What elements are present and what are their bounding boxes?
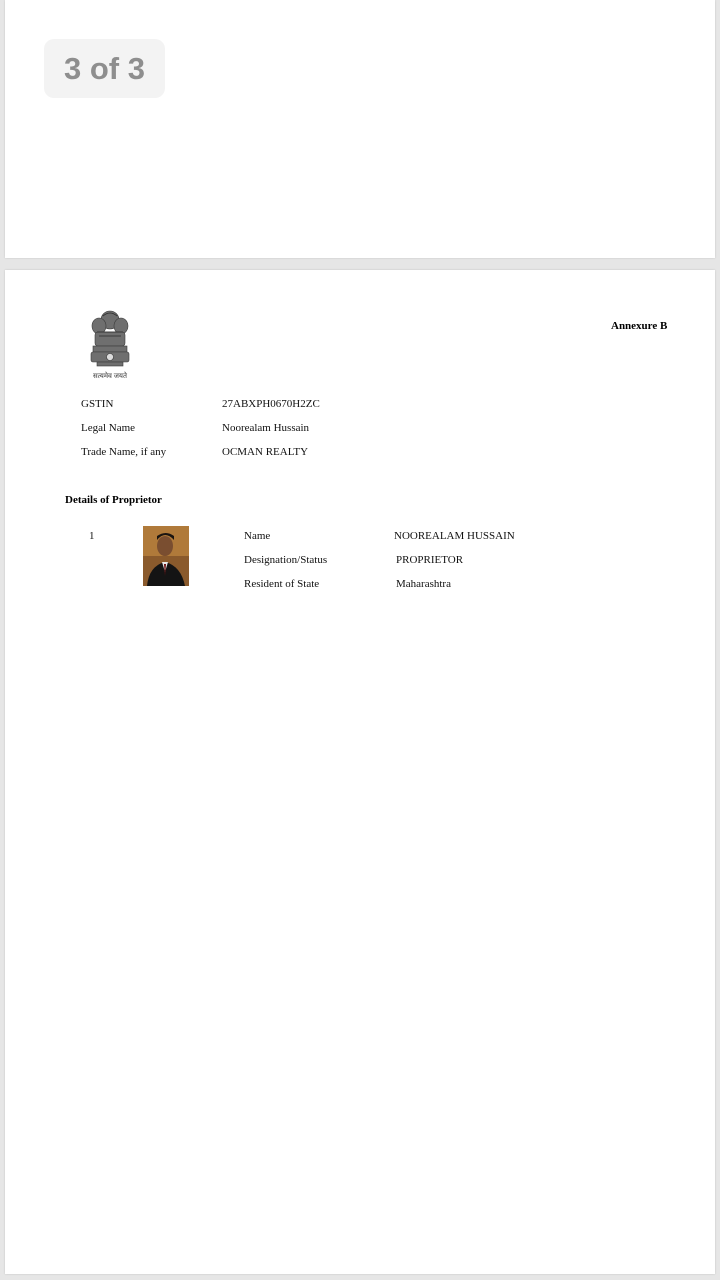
annexure-label: Annexure B xyxy=(611,320,668,332)
name-value: NOOREALAM HUSSAIN xyxy=(394,530,515,542)
gstin-value: 27ABXPH0670H2ZC xyxy=(222,398,320,410)
trade-name-label: Trade Name, if any xyxy=(81,446,167,458)
gstin-label: GSTIN xyxy=(81,398,114,410)
legal-name-value: Noorealam Hussain xyxy=(222,422,310,434)
previous-page xyxy=(5,0,715,258)
document-page xyxy=(5,270,715,1274)
section-heading: Details of Proprietor xyxy=(65,494,162,506)
proprietor-photo xyxy=(143,526,189,586)
proprietor-serial: 1 xyxy=(89,530,95,542)
designation-label: Designation/Status xyxy=(244,554,328,566)
designation-value: PROPRIETOR xyxy=(396,554,464,566)
resident-state-value: Maharashtra xyxy=(396,578,451,590)
page-indicator-badge: 3 of 3 xyxy=(44,39,165,98)
resident-state-label: Resident of State xyxy=(244,578,320,590)
legal-name-label: Legal Name xyxy=(81,422,136,434)
name-label: Name xyxy=(244,530,271,542)
trade-name-value: OCMAN REALTY xyxy=(222,446,309,458)
emblem-motto: सत्यमेव जयते xyxy=(93,372,127,380)
